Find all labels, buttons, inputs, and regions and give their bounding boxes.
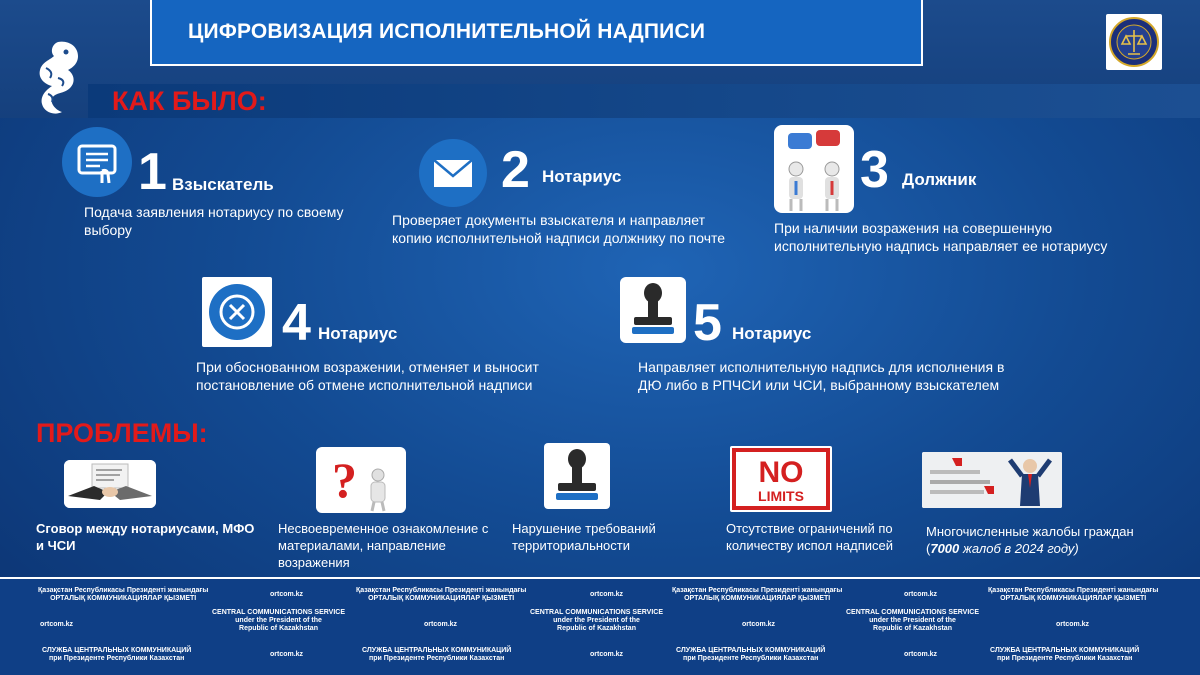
problem-5-open-paren: ( [926,541,931,556]
footer [0,577,1200,675]
footer-site: ortcom.kz [742,621,776,628]
step-5-text-line: ДЮ либо в РПЧСИ или ЧСИ, выбранному взыскателем [638,377,1000,393]
cancel-x-icon [202,277,272,347]
step-1-number: 1 [138,143,167,201]
footer-en-name [530,609,663,633]
problem-4-text-line: количеству испол надписей [726,538,894,553]
step-2-number: 2 [501,141,530,199]
svg-text:?: ? [332,452,357,508]
step-1-text-line: Подача заявления нотариусу по своему [84,204,344,220]
step-1-role: Взыскатель [172,175,274,194]
problem-5-text-line: Многочисленные жалобы граждан [926,524,1134,539]
problem-1-text [36,520,254,554]
footer-ru-name [362,647,511,663]
step-2-text [392,211,725,247]
footer-site: ortcom.kz [270,651,304,658]
step-1-text [84,203,344,239]
step-3-number: 3 [860,141,889,199]
problem-3-image [544,443,610,509]
problem-1-text-line: Сговор между нотариусами, МФО [36,521,255,536]
problem-1-text-line: и ЧСИ [36,538,76,553]
step-2-icon-circle [419,139,487,207]
footer-line: при Президенте Республики Казахстан [369,655,505,662]
problem-3-text-line: территориальности [512,538,631,553]
step-3-text [774,219,1107,255]
step-3-text-line: При наличии возражения на совершенную [774,220,1053,236]
step-2-text-line: Проверяет документы взыскателя и направляет [392,212,705,228]
step-1-icon-circle [62,127,132,197]
footer-line: при Президенте Республики Казахстан [997,655,1133,662]
footer-site: ortcom.kz [590,591,624,598]
footer-ru-name [676,647,825,663]
page-title: ЦИФРОВИЗАЦИЯ ИСПОЛНИТЕЛЬНОЙ НАДПИСИ [188,20,706,43]
problem-4-image [730,446,832,512]
problem-2-text-line: Несвоевременное ознакомление с [278,521,489,536]
footer-line: under the President of the [553,617,640,624]
stamp-icon [620,277,686,343]
handshake-document-icon [64,460,156,508]
footer-line: Republic of Kazakhstan [557,625,636,632]
step-3-role: Должник [902,170,977,189]
footer-line: CENTRAL COMMUNICATIONS SERVICE [846,609,980,616]
step-4-text-line: постановление об отмене исполнительной надписи [196,377,533,393]
footer-site: ortcom.kz [904,591,938,598]
footer-line: ОРТАЛЫҚ КОММУНИКАЦИЯЛАР ҚЫЗМЕТІ [684,595,831,602]
envelope-icon [419,139,487,207]
emblem [1106,14,1162,70]
problems-section-title: ПРОБЛЕМЫ: [36,418,208,448]
problem-2-text-line: возражения [278,555,350,570]
footer-site: ortcom.kz [1056,621,1090,628]
footer-line: СЛУЖБА ЦЕНТРАЛЬНЫХ КОММУНИКАЦИЙ [990,647,1140,654]
footer-site: ortcom.kz [590,651,624,658]
before-section-title: КАК БЫЛО: [112,86,267,116]
footer-line: СЛУЖБА ЦЕНТРАЛЬНЫХ КОММУНИКАЦИЙ [676,647,826,654]
footer-ru-name [990,647,1139,663]
footer-site: ortcom.kz [40,621,74,628]
footer-line: Қазақстан Республикасы Президенті жанындағы [356,587,527,594]
footer-line: при Президенте Республики Казахстан [683,655,819,662]
footer-kz-name [356,587,526,603]
no-limits-limits-text: LIMITS [758,488,804,504]
footer-line: Қазақстан Республикасы Президенті жанындағы [38,587,209,594]
snow-leopard-logo-icon [28,38,86,120]
question-mark-person-icon [316,447,406,513]
problem-5-text [926,523,1134,557]
footer-site: ortcom.kz [904,651,938,658]
footer-line: ОРТАЛЫҚ КОММУНИКАЦИЯЛАР ҚЫЗМЕТІ [50,595,197,602]
step-4-role: Нотариус [318,324,398,343]
step-4-icon-box [202,277,272,347]
footer-line: under the President of the [235,617,322,624]
footer-line: Қазақстан Республикасы Президенті жанындағы [672,587,843,594]
footer-line: ОРТАЛЫҚ КОММУНИКАЦИЯЛАР ҚЫЗМЕТІ [1000,595,1147,602]
footer-line: при Президенте Республики Казахстан [49,655,185,662]
footer-site: ortcom.kz [270,591,304,598]
problem-3-text [512,520,656,554]
scales-emblem-icon [1106,14,1162,70]
footer-line: CENTRAL COMMUNICATIONS SERVICE [212,609,346,616]
problem-2-image [316,447,406,513]
no-limits-no-text: NO [758,456,804,489]
footer-line: Қазақстан Республикасы Президенті жанындағы [988,587,1159,594]
step-2-text-line: копию исполнительной надписи должнику по почте [392,230,726,246]
step-4-text [196,358,539,394]
problem-3-text-line: Нарушение требований [512,521,656,536]
problem-2-text-line: материалами, направление [278,538,446,553]
footer-kz-name [38,587,208,603]
step-5-role: Нотариус [732,324,812,343]
footer-line: СЛУЖБА ЦЕНТРАЛЬНЫХ КОММУНИКАЦИЙ [362,647,512,654]
footer-en-name [212,609,345,633]
step-5-number: 5 [693,294,722,352]
footer-site: ortcom.kz [424,621,458,628]
step-1-text-line: выбору [84,222,132,238]
step-5-text [638,358,1004,394]
problem-4-text [726,520,893,554]
footer-line: СЛУЖБА ЦЕНТРАЛЬНЫХ КОММУНИКАЦИЙ [42,647,192,654]
footer-line: Republic of Kazakhstan [873,625,952,632]
footer-ru-name [42,647,191,663]
step-5-icon-box [620,277,686,343]
step-5-text-line: Направляет исполнительную надпись для исполнения в [638,359,1005,375]
problem-5-text-line [926,540,1134,557]
problem-1-image [64,460,156,508]
complaints-thumbs-down-icon [922,452,1062,508]
step-4-number: 4 [282,294,311,352]
tablet-touch-icon [62,127,132,197]
step-3-icon-box [774,125,854,213]
step-3-text-line: исполнительную надпись направляет ее нотариусу [774,238,1108,254]
problem-4-text-line: Отсутствие ограничений по [726,521,893,536]
footer-line: under the President of the [869,617,956,624]
stamp-icon [544,443,610,509]
problem-2-text [278,520,488,571]
footer-kz-name [672,587,842,603]
footer-line: Republic of Kazakhstan [239,625,318,632]
no-limits-sign-icon [730,446,832,512]
footer-line: ОРТАЛЫҚ КОММУНИКАЦИЯЛАР ҚЫЗМЕТІ [368,595,515,602]
footer-kz-name [988,587,1158,603]
title-banner [150,0,923,66]
dialogue-people-icon [774,125,854,213]
step-4-text-line: При обоснованном возражении, отменяет и выносит [196,359,539,375]
footer-line: CENTRAL COMMUNICATIONS SERVICE [530,609,664,616]
complaints-count: 7000 [930,541,960,556]
problem-5-image [922,452,1062,508]
step-2-role: Нотариус [542,167,622,186]
problem-5-text-rest: жалоб в 2024 году) [959,541,1079,556]
footer-en-name [846,609,979,633]
